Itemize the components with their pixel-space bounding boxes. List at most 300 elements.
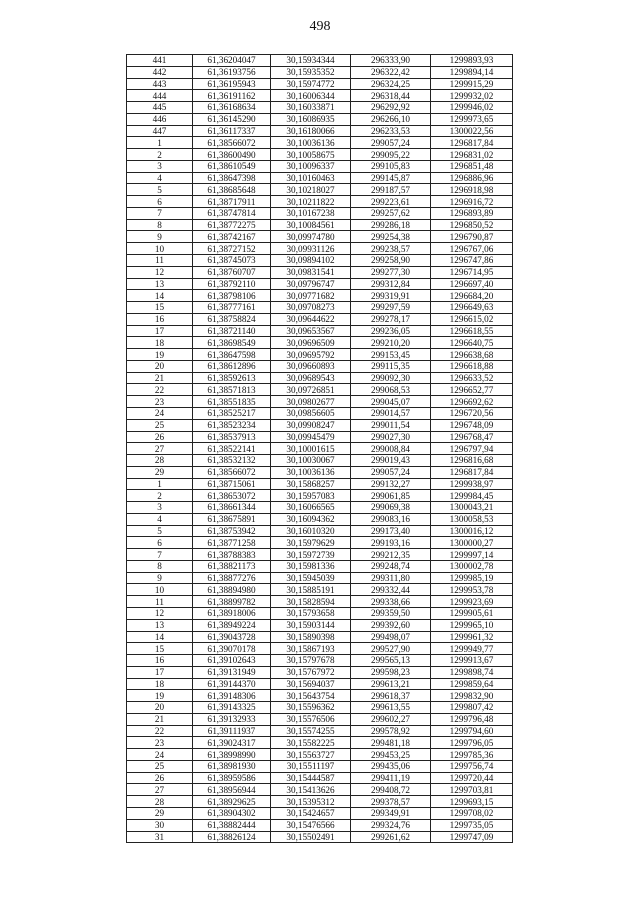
- point-number-cell: 25: [127, 760, 193, 772]
- x-coordinate-cell: 299311,80: [351, 572, 431, 584]
- longitude-cell: 30,10036136: [271, 137, 351, 149]
- y-coordinate-cell: 1296916,72: [431, 196, 513, 208]
- x-coordinate-cell: 299008,84: [351, 443, 431, 455]
- y-coordinate-cell: 1299973,65: [431, 113, 513, 125]
- y-coordinate-cell: 1296817,84: [431, 466, 513, 478]
- y-coordinate-cell: 1296893,89: [431, 207, 513, 219]
- point-number-cell: 6: [127, 537, 193, 549]
- longitude-cell: 30,09945479: [271, 431, 351, 443]
- longitude-cell: 30,10167238: [271, 207, 351, 219]
- y-coordinate-cell: 1299946,02: [431, 102, 513, 114]
- y-coordinate-cell: 1296714,95: [431, 266, 513, 278]
- point-number-cell: 15: [127, 643, 193, 655]
- latitude-cell: 61,36204047: [193, 55, 271, 67]
- x-coordinate-cell: 299095,22: [351, 149, 431, 161]
- latitude-cell: 61,36117337: [193, 125, 271, 137]
- x-coordinate-cell: 299297,59: [351, 302, 431, 314]
- longitude-cell: 30,15424657: [271, 808, 351, 820]
- latitude-cell: 61,38717911: [193, 196, 271, 208]
- point-number-cell: 9: [127, 231, 193, 243]
- x-coordinate-cell: 299236,05: [351, 325, 431, 337]
- table-row: [127, 655, 513, 667]
- point-number-cell: 14: [127, 290, 193, 302]
- table-row: [127, 737, 513, 749]
- point-number-cell: 31: [127, 831, 193, 843]
- x-coordinate-cell: 299027,30: [351, 431, 431, 443]
- x-coordinate-cell: 299286,18: [351, 219, 431, 231]
- y-coordinate-cell: 1299703,81: [431, 784, 513, 796]
- x-coordinate-cell: 296318,44: [351, 90, 431, 102]
- latitude-cell: 61,38877276: [193, 572, 271, 584]
- longitude-cell: 30,16066565: [271, 502, 351, 514]
- y-coordinate-cell: 1299796,05: [431, 737, 513, 749]
- longitude-cell: 30,10058675: [271, 149, 351, 161]
- latitude-cell: 61,38647598: [193, 349, 271, 361]
- x-coordinate-cell: 299210,20: [351, 337, 431, 349]
- longitude-cell: 30,10084561: [271, 219, 351, 231]
- point-number-cell: 28: [127, 796, 193, 808]
- x-coordinate-cell: 299173,40: [351, 525, 431, 537]
- point-number-cell: 442: [127, 66, 193, 78]
- x-coordinate-cell: 299145,87: [351, 172, 431, 184]
- latitude-cell: 61,38721140: [193, 325, 271, 337]
- point-number-cell: 4: [127, 513, 193, 525]
- x-coordinate-cell: 299378,57: [351, 796, 431, 808]
- table-row: [127, 337, 513, 349]
- table-row: [127, 78, 513, 90]
- table-row: [127, 760, 513, 772]
- point-number-cell: 8: [127, 219, 193, 231]
- y-coordinate-cell: 1299832,90: [431, 690, 513, 702]
- point-number-cell: 14: [127, 631, 193, 643]
- latitude-cell: 61,38661344: [193, 502, 271, 514]
- point-number-cell: 7: [127, 207, 193, 219]
- latitude-cell: 61,38647398: [193, 172, 271, 184]
- y-coordinate-cell: 1299915,29: [431, 78, 513, 90]
- point-number-cell: 4: [127, 172, 193, 184]
- point-number-cell: 1: [127, 137, 193, 149]
- table-row: [127, 419, 513, 431]
- x-coordinate-cell: 299011,54: [351, 419, 431, 431]
- longitude-cell: 30,15694037: [271, 678, 351, 690]
- x-coordinate-cell: 299187,57: [351, 184, 431, 196]
- y-coordinate-cell: 1299859,64: [431, 678, 513, 690]
- point-number-cell: 446: [127, 113, 193, 125]
- y-coordinate-cell: 1300016,12: [431, 525, 513, 537]
- x-coordinate-cell: 299613,55: [351, 702, 431, 714]
- longitude-cell: 30,15868257: [271, 478, 351, 490]
- longitude-cell: 30,15797678: [271, 655, 351, 667]
- point-number-cell: 24: [127, 407, 193, 419]
- table-row: [127, 690, 513, 702]
- y-coordinate-cell: 1299898,74: [431, 666, 513, 678]
- x-coordinate-cell: 299212,35: [351, 549, 431, 561]
- longitude-cell: 30,15867193: [271, 643, 351, 655]
- longitude-cell: 30,15476566: [271, 819, 351, 831]
- table-row: [127, 443, 513, 455]
- longitude-cell: 30,15596362: [271, 702, 351, 714]
- point-number-cell: 23: [127, 737, 193, 749]
- y-coordinate-cell: 1296618,55: [431, 325, 513, 337]
- y-coordinate-cell: 1296747,86: [431, 255, 513, 267]
- longitude-cell: 30,15767972: [271, 666, 351, 678]
- x-coordinate-cell: 299453,25: [351, 749, 431, 761]
- latitude-cell: 61,38798106: [193, 290, 271, 302]
- point-number-cell: 21: [127, 372, 193, 384]
- latitude-cell: 61,39024317: [193, 737, 271, 749]
- table-row: [127, 490, 513, 502]
- y-coordinate-cell: 1296692,62: [431, 396, 513, 408]
- y-coordinate-cell: 1299905,61: [431, 607, 513, 619]
- longitude-cell: 30,09856605: [271, 407, 351, 419]
- y-coordinate-cell: 1299893,93: [431, 55, 513, 67]
- point-number-cell: 16: [127, 313, 193, 325]
- point-number-cell: 28: [127, 455, 193, 467]
- x-coordinate-cell: 299193,16: [351, 537, 431, 549]
- y-coordinate-cell: 1299807,42: [431, 702, 513, 714]
- y-coordinate-cell: 1300000,27: [431, 537, 513, 549]
- point-number-cell: 27: [127, 443, 193, 455]
- point-number-cell: 2: [127, 149, 193, 161]
- x-coordinate-cell: 299349,91: [351, 808, 431, 820]
- latitude-cell: 61,38760707: [193, 266, 271, 278]
- longitude-cell: 30,15828594: [271, 596, 351, 608]
- x-coordinate-cell: 299254,38: [351, 231, 431, 243]
- table-row: [127, 102, 513, 114]
- table-row: [127, 243, 513, 255]
- x-coordinate-cell: 299392,60: [351, 619, 431, 631]
- point-number-cell: 20: [127, 702, 193, 714]
- table-row: [127, 772, 513, 784]
- latitude-cell: 61,38675891: [193, 513, 271, 525]
- latitude-cell: 61,36195943: [193, 78, 271, 90]
- longitude-cell: 30,09695792: [271, 349, 351, 361]
- point-number-cell: 9: [127, 572, 193, 584]
- y-coordinate-cell: 1296790,87: [431, 231, 513, 243]
- longitude-cell: 30,10218027: [271, 184, 351, 196]
- y-coordinate-cell: 1300043,21: [431, 502, 513, 514]
- y-coordinate-cell: 1299953,78: [431, 584, 513, 596]
- x-coordinate-cell: 299324,76: [351, 819, 431, 831]
- y-coordinate-cell: 1299932,02: [431, 90, 513, 102]
- x-coordinate-cell: 299408,72: [351, 784, 431, 796]
- point-number-cell: 18: [127, 678, 193, 690]
- latitude-cell: 61,38551835: [193, 396, 271, 408]
- latitude-cell: 61,38949224: [193, 619, 271, 631]
- y-coordinate-cell: 1300022,56: [431, 125, 513, 137]
- table-row: [127, 266, 513, 278]
- table-row: [127, 643, 513, 655]
- latitude-cell: 61,38904302: [193, 808, 271, 820]
- y-coordinate-cell: 1296817,84: [431, 137, 513, 149]
- longitude-cell: 30,15885191: [271, 584, 351, 596]
- point-number-cell: 16: [127, 655, 193, 667]
- longitude-cell: 30,15643754: [271, 690, 351, 702]
- longitude-cell: 30,16010320: [271, 525, 351, 537]
- y-coordinate-cell: 1296618,88: [431, 360, 513, 372]
- y-coordinate-cell: 1299985,19: [431, 572, 513, 584]
- point-number-cell: 13: [127, 619, 193, 631]
- latitude-cell: 61,38610549: [193, 160, 271, 172]
- y-coordinate-cell: 1296652,77: [431, 384, 513, 396]
- x-coordinate-cell: 299092,30: [351, 372, 431, 384]
- table-row: [127, 396, 513, 408]
- table-row: [127, 55, 513, 67]
- longitude-cell: 30,10030067: [271, 455, 351, 467]
- longitude-cell: 30,09908247: [271, 419, 351, 431]
- longitude-cell: 30,09771682: [271, 290, 351, 302]
- x-coordinate-cell: 299602,27: [351, 713, 431, 725]
- latitude-cell: 61,38522141: [193, 443, 271, 455]
- x-coordinate-cell: 299278,17: [351, 313, 431, 325]
- table-row: [127, 819, 513, 831]
- point-number-cell: 11: [127, 255, 193, 267]
- point-number-cell: 1: [127, 478, 193, 490]
- point-number-cell: 444: [127, 90, 193, 102]
- latitude-cell: 61,38788383: [193, 549, 271, 561]
- x-coordinate-cell: 299057,24: [351, 137, 431, 149]
- longitude-cell: 30,09894102: [271, 255, 351, 267]
- latitude-cell: 61,38959586: [193, 772, 271, 784]
- point-number-cell: 445: [127, 102, 193, 114]
- x-coordinate-cell: 299481,18: [351, 737, 431, 749]
- table-row: [127, 831, 513, 843]
- y-coordinate-cell: 1296797,94: [431, 443, 513, 455]
- y-coordinate-cell: 1296886,96: [431, 172, 513, 184]
- x-coordinate-cell: 299068,53: [351, 384, 431, 396]
- y-coordinate-cell: 1299720,44: [431, 772, 513, 784]
- longitude-cell: 30,15502491: [271, 831, 351, 843]
- table-row: [127, 549, 513, 561]
- y-coordinate-cell: 1296684,20: [431, 290, 513, 302]
- longitude-cell: 30,15574255: [271, 725, 351, 737]
- point-number-cell: 10: [127, 243, 193, 255]
- latitude-cell: 61,38523234: [193, 419, 271, 431]
- table-row: [127, 196, 513, 208]
- table-row: [127, 372, 513, 384]
- y-coordinate-cell: 1296831,02: [431, 149, 513, 161]
- y-coordinate-cell: 1296850,52: [431, 219, 513, 231]
- longitude-cell: 30,15444587: [271, 772, 351, 784]
- y-coordinate-cell: 1299894,14: [431, 66, 513, 78]
- x-coordinate-cell: 299061,85: [351, 490, 431, 502]
- point-number-cell: 17: [127, 666, 193, 678]
- x-coordinate-cell: 299115,35: [351, 360, 431, 372]
- x-coordinate-cell: 299598,23: [351, 666, 431, 678]
- point-number-cell: 15: [127, 302, 193, 314]
- x-coordinate-cell: 299277,30: [351, 266, 431, 278]
- point-number-cell: 5: [127, 525, 193, 537]
- longitude-cell: 30,09931126: [271, 243, 351, 255]
- y-coordinate-cell: 1296720,56: [431, 407, 513, 419]
- y-coordinate-cell: 1299965,10: [431, 619, 513, 631]
- table-row: [127, 619, 513, 631]
- longitude-cell: 30,15890398: [271, 631, 351, 643]
- latitude-cell: 61,38753942: [193, 525, 271, 537]
- y-coordinate-cell: 1300058,53: [431, 513, 513, 525]
- longitude-cell: 30,16006344: [271, 90, 351, 102]
- y-coordinate-cell: 1299938,97: [431, 478, 513, 490]
- longitude-cell: 30,16033871: [271, 102, 351, 114]
- longitude-cell: 30,09653567: [271, 325, 351, 337]
- point-number-cell: 3: [127, 502, 193, 514]
- point-number-cell: 6: [127, 196, 193, 208]
- latitude-cell: 61,38821173: [193, 560, 271, 572]
- x-coordinate-cell: 299057,24: [351, 466, 431, 478]
- point-number-cell: 447: [127, 125, 193, 137]
- x-coordinate-cell: 299105,83: [351, 160, 431, 172]
- table-row: [127, 466, 513, 478]
- table-row: [127, 302, 513, 314]
- table-row: [127, 584, 513, 596]
- table-row: [127, 360, 513, 372]
- table-row: [127, 560, 513, 572]
- y-coordinate-cell: 1296748,09: [431, 419, 513, 431]
- y-coordinate-cell: 1296633,52: [431, 372, 513, 384]
- x-coordinate-cell: 296322,42: [351, 66, 431, 78]
- longitude-cell: 30,15934344: [271, 55, 351, 67]
- point-number-cell: 30: [127, 819, 193, 831]
- table-row: [127, 66, 513, 78]
- longitude-cell: 30,15395312: [271, 796, 351, 808]
- table-row: [127, 702, 513, 714]
- longitude-cell: 30,16180066: [271, 125, 351, 137]
- longitude-cell: 30,16094362: [271, 513, 351, 525]
- point-number-cell: 24: [127, 749, 193, 761]
- latitude-cell: 61,38929625: [193, 796, 271, 808]
- x-coordinate-cell: 299618,37: [351, 690, 431, 702]
- point-number-cell: 12: [127, 607, 193, 619]
- latitude-cell: 61,38685648: [193, 184, 271, 196]
- point-number-cell: 19: [127, 690, 193, 702]
- point-number-cell: 7: [127, 549, 193, 561]
- x-coordinate-cell: 299014,57: [351, 407, 431, 419]
- longitude-cell: 30,16086935: [271, 113, 351, 125]
- longitude-cell: 30,09696509: [271, 337, 351, 349]
- longitude-cell: 30,09708273: [271, 302, 351, 314]
- point-number-cell: 17: [127, 325, 193, 337]
- table-row: [127, 502, 513, 514]
- y-coordinate-cell: 1296649,63: [431, 302, 513, 314]
- x-coordinate-cell: 299153,45: [351, 349, 431, 361]
- y-coordinate-cell: 1300002,78: [431, 560, 513, 572]
- latitude-cell: 61,38956944: [193, 784, 271, 796]
- point-number-cell: 27: [127, 784, 193, 796]
- latitude-cell: 61,38571813: [193, 384, 271, 396]
- latitude-cell: 61,38566072: [193, 137, 271, 149]
- latitude-cell: 61,39102643: [193, 655, 271, 667]
- latitude-cell: 61,39144370: [193, 678, 271, 690]
- latitude-cell: 61,38899782: [193, 596, 271, 608]
- x-coordinate-cell: 299498,07: [351, 631, 431, 643]
- longitude-cell: 30,10036136: [271, 466, 351, 478]
- table-row: [127, 431, 513, 443]
- latitude-cell: 61,38566072: [193, 466, 271, 478]
- x-coordinate-cell: 299411,19: [351, 772, 431, 784]
- point-number-cell: 20: [127, 360, 193, 372]
- table-row: [127, 607, 513, 619]
- latitude-cell: 61,38771258: [193, 537, 271, 549]
- table-row: [127, 207, 513, 219]
- longitude-cell: 30,10096337: [271, 160, 351, 172]
- x-coordinate-cell: 299435,06: [351, 760, 431, 772]
- table-row: [127, 537, 513, 549]
- latitude-cell: 61,38600490: [193, 149, 271, 161]
- longitude-cell: 30,10211822: [271, 196, 351, 208]
- point-number-cell: 18: [127, 337, 193, 349]
- latitude-cell: 61,38826124: [193, 831, 271, 843]
- point-number-cell: 26: [127, 431, 193, 443]
- x-coordinate-cell: 299319,91: [351, 290, 431, 302]
- longitude-cell: 30,15945039: [271, 572, 351, 584]
- x-coordinate-cell: 296292,92: [351, 102, 431, 114]
- point-number-cell: 441: [127, 55, 193, 67]
- point-number-cell: 29: [127, 808, 193, 820]
- x-coordinate-cell: 299238,57: [351, 243, 431, 255]
- latitude-cell: 61,38698549: [193, 337, 271, 349]
- x-coordinate-cell: 299223,61: [351, 196, 431, 208]
- point-number-cell: 12: [127, 266, 193, 278]
- longitude-cell: 30,10160463: [271, 172, 351, 184]
- y-coordinate-cell: 1299693,15: [431, 796, 513, 808]
- table-row: [127, 290, 513, 302]
- x-coordinate-cell: 296333,90: [351, 55, 431, 67]
- latitude-cell: 61,38525217: [193, 407, 271, 419]
- point-number-cell: 443: [127, 78, 193, 90]
- x-coordinate-cell: 296324,25: [351, 78, 431, 90]
- y-coordinate-cell: 1296816,68: [431, 455, 513, 467]
- latitude-cell: 61,38894980: [193, 584, 271, 596]
- y-coordinate-cell: 1299708,02: [431, 808, 513, 820]
- coordinates-table: [126, 54, 513, 843]
- latitude-cell: 61,39143325: [193, 702, 271, 714]
- latitude-cell: 61,38981930: [193, 760, 271, 772]
- longitude-cell: 30,15957083: [271, 490, 351, 502]
- table-row: [127, 255, 513, 267]
- y-coordinate-cell: 1296767,06: [431, 243, 513, 255]
- table-row: [127, 160, 513, 172]
- y-coordinate-cell: 1299997,14: [431, 549, 513, 561]
- y-coordinate-cell: 1299794,60: [431, 725, 513, 737]
- x-coordinate-cell: 296233,53: [351, 125, 431, 137]
- x-coordinate-cell: 299359,50: [351, 607, 431, 619]
- table-row: [127, 137, 513, 149]
- x-coordinate-cell: 299019,43: [351, 455, 431, 467]
- table-row: [127, 349, 513, 361]
- longitude-cell: 30,15935352: [271, 66, 351, 78]
- x-coordinate-cell: 299258,90: [351, 255, 431, 267]
- longitude-cell: 30,15582225: [271, 737, 351, 749]
- y-coordinate-cell: 1299923,69: [431, 596, 513, 608]
- point-number-cell: 22: [127, 725, 193, 737]
- y-coordinate-cell: 1296640,75: [431, 337, 513, 349]
- table-row: [127, 149, 513, 161]
- x-coordinate-cell: 299578,92: [351, 725, 431, 737]
- y-coordinate-cell: 1296697,40: [431, 278, 513, 290]
- table-row: [127, 513, 513, 525]
- latitude-cell: 61,38742167: [193, 231, 271, 243]
- latitude-cell: 61,39131949: [193, 666, 271, 678]
- longitude-cell: 30,09796747: [271, 278, 351, 290]
- table-row: [127, 172, 513, 184]
- y-coordinate-cell: 1296615,02: [431, 313, 513, 325]
- table-row: [127, 478, 513, 490]
- table-row: [127, 713, 513, 725]
- x-coordinate-cell: 299248,74: [351, 560, 431, 572]
- latitude-cell: 61,39111937: [193, 725, 271, 737]
- latitude-cell: 61,38772275: [193, 219, 271, 231]
- point-number-cell: 11: [127, 596, 193, 608]
